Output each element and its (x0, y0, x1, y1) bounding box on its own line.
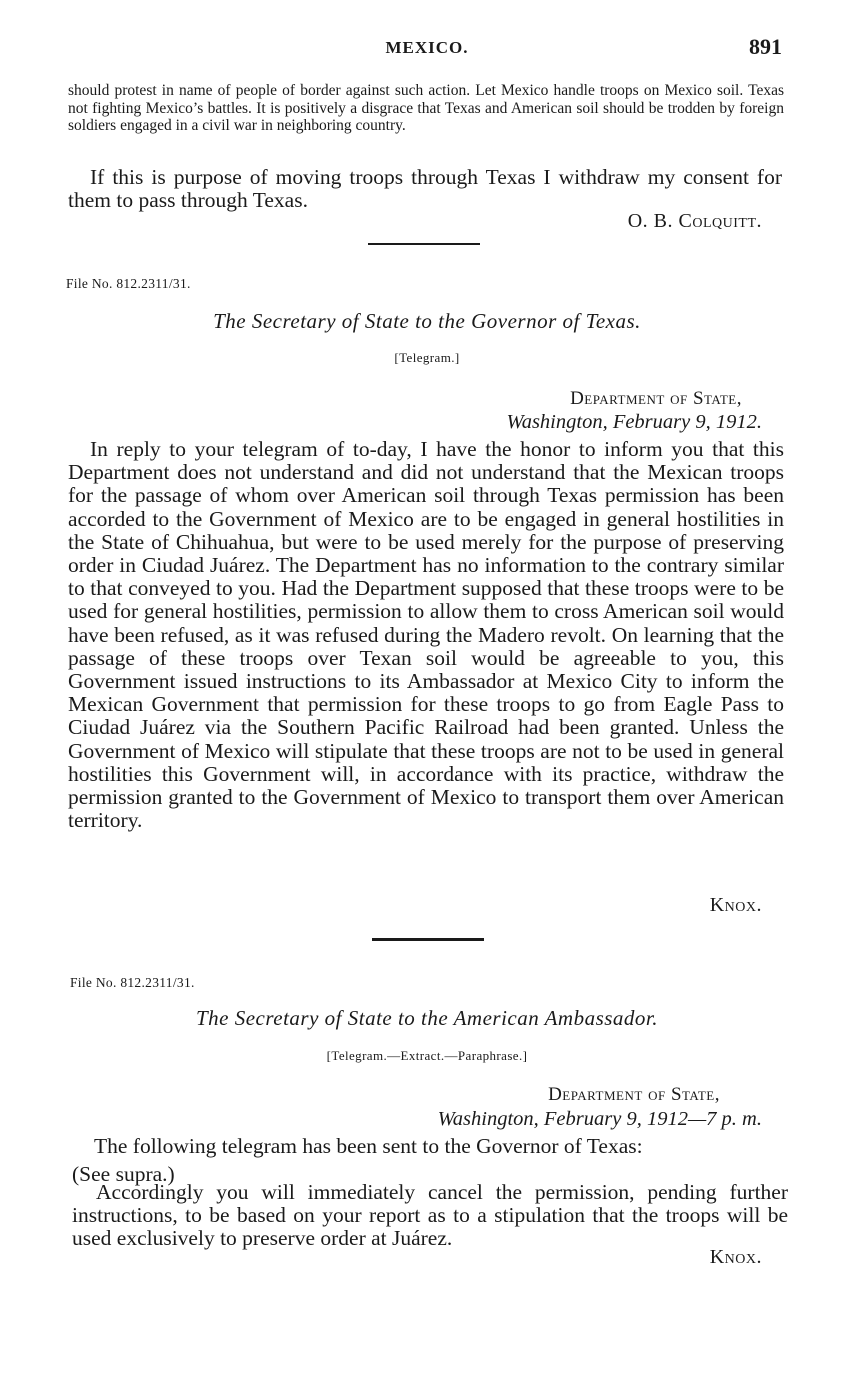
page-number: 891 (749, 34, 782, 59)
withdraw-consent-paragraph: If this is purpose of moving troops through Texas I withdraw my consent for them to pass through Texas. (68, 165, 782, 213)
ambassador-telegram-intro: The following telegram has been sent to the Governor of Texas: (94, 1134, 643, 1158)
document-type: [Telegram.] (394, 350, 460, 365)
dateline: Washington, February 9, 1912. (506, 411, 762, 433)
document-title: The Secretary of State to the American Ambassador. (195, 1006, 659, 1030)
signature-knox: Knox. (709, 894, 762, 916)
department-heading: Department of State, (548, 1084, 720, 1105)
signature-colquitt: O. B. Colquitt. (627, 210, 762, 232)
signature-knox: Knox. (709, 1246, 762, 1268)
ambassador-telegram-body: Accordingly you will immediately cancel the permission, pending further instructions, to be based on your report as to a stipulation that the troops will be used exclusively to preserve order at Juárez. (72, 1180, 788, 1251)
section-divider (372, 938, 484, 941)
department-heading: Department of State, (570, 388, 742, 409)
file-number: File No. 812.2311/31. (66, 276, 191, 291)
running-title: MEXICO. (385, 38, 469, 57)
dateline: Washington, February 9, 1912—7 p. m. (437, 1108, 762, 1130)
reply-telegram-body: In reply to your telegram of to-day, I have the honor to inform you that this Department does not understand and did not understand that the Mexican troops for the passage of whom over American soil through Texas permission has been accorded to the Government of Mexico are to be engaged in general hostilities in the State of Chihuahua, but were to be used merely for the purpose of preserving order in Ciudad Juárez. The Department has no information to the contrary similar to that conveyed to you. Had the Department supposed that these troops were to be used for general hostilities, permission to allow them to cross American soil would have been refused, as it was refused during the Madero revolt. On learning that the passage of these troops over Texan soil would be agreeable to you, this Government issued instructions to its Ambassador at Mexico City to inform the Mexican Government that permission for these troops to go from Eagle Pass to Ciudad Juárez via the Southern Pacific Railroad had been granted. Unless the Government of Mexico will stipulate that these troops are not to be used in general hostilities this Government will, in accordance with its practice, withdraw the permission granted to the Government of Mexico to transport them over American territory. (68, 437, 784, 833)
see-supra-note: (See supra.) (72, 1162, 175, 1186)
telegram-continuation-text: should protest in name of people of border against such action. Let Mexico handle troops on Mexico soil. Texas not fighting Mexico’s battles. It is positively a disgrace that Texas and American soil should be trodden by foreign soldiers engaged in a civil war in neighboring country. (68, 82, 784, 134)
section-divider (368, 243, 480, 245)
file-number: File No. 812.2311/31. (70, 975, 195, 990)
document-title: The Secretary of State to the Governor of Texas. (213, 309, 641, 333)
document-type: [Telegram.—Extract.—Paraphrase.] (326, 1048, 528, 1063)
